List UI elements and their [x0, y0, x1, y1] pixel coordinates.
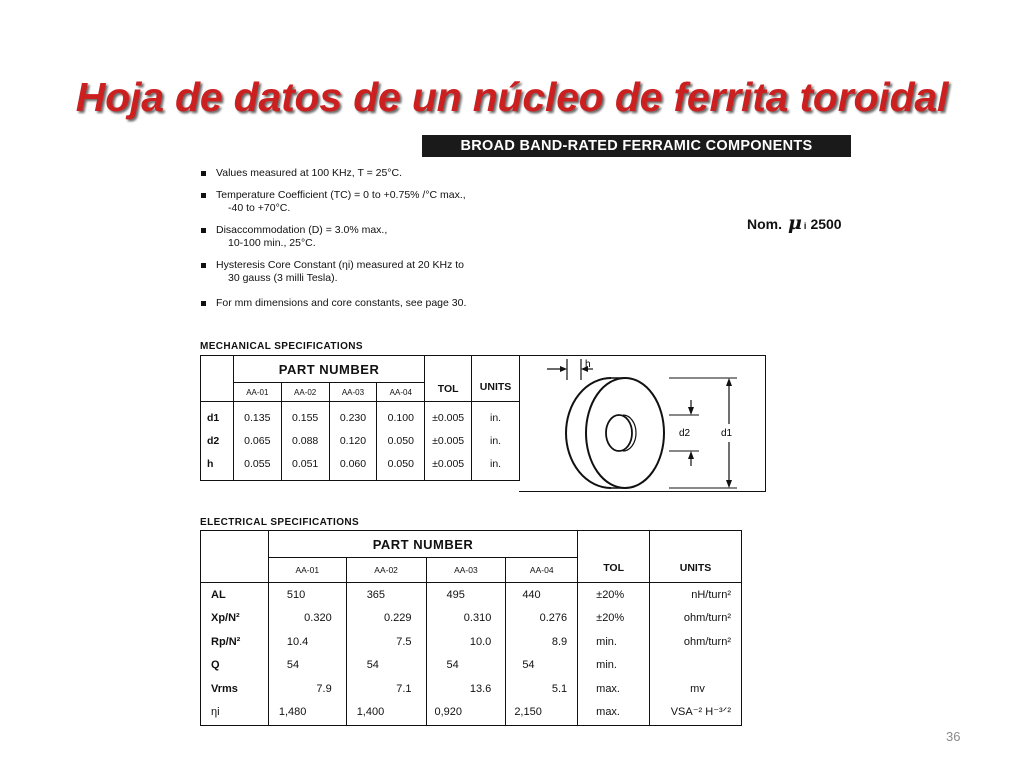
- note-line: Disaccommodation (D) = 3.0% max.,: [216, 224, 388, 236]
- page-number: 36: [946, 729, 961, 744]
- mu-subscript: i: [803, 221, 807, 231]
- table-cell: ohm/turn²: [683, 635, 731, 648]
- table-cell: in.: [489, 411, 502, 424]
- row-label: Q: [211, 659, 220, 671]
- table-cell: 1,400: [356, 706, 385, 718]
- row-label: Vrms: [211, 682, 238, 695]
- table-cell: ±0.005: [432, 457, 465, 470]
- d2-label: d2: [679, 428, 691, 439]
- table-cell: min.: [596, 635, 617, 648]
- row-label: AL: [211, 588, 226, 601]
- part-header: AA-02: [281, 383, 329, 402]
- table-cell: in.: [489, 434, 502, 447]
- table-cell: 510: [286, 588, 306, 601]
- table-cell: ±20%: [596, 588, 625, 601]
- part-header: AA-03: [329, 383, 377, 402]
- nominal-value: 2500: [810, 216, 842, 232]
- table-cell: 0.276: [539, 612, 568, 624]
- row-label: Xp/N²: [211, 612, 240, 624]
- notes-list: [200, 167, 530, 319]
- note-item: [200, 189, 530, 215]
- table-cell: 54: [446, 659, 459, 671]
- d1-label: d1: [721, 428, 733, 439]
- table-cell: 1,480: [278, 706, 307, 718]
- note-item: [200, 259, 530, 285]
- table-cell: mv: [690, 682, 705, 695]
- table-cell: 0.050: [387, 457, 414, 470]
- table-cell: 0.065: [244, 434, 271, 447]
- product-banner: BROAD BAND-RATED FERRAMIC COMPONENTS: [422, 135, 851, 157]
- tol-header: TOL: [425, 356, 472, 402]
- table-cell: 7.9: [316, 682, 332, 695]
- tol-column: [425, 402, 472, 481]
- table-cell: 0.135: [244, 411, 271, 424]
- part-column: [233, 402, 281, 481]
- electrical-table: [200, 530, 742, 726]
- table-cell: 0.155: [291, 411, 319, 424]
- note-item: [200, 224, 530, 250]
- row-labels: [201, 402, 234, 481]
- table-cell: 10.0: [469, 635, 492, 648]
- table-cell: 495: [446, 588, 465, 601]
- row-label: d2: [207, 434, 220, 447]
- table-cell: 0.055: [244, 457, 271, 470]
- part-header: AA-03: [426, 558, 506, 583]
- note-line: Values measured at 100 KHz, T = 25°C.: [216, 167, 403, 179]
- bullet-icon: [201, 301, 206, 306]
- part-number-header: PART NUMBER: [233, 356, 424, 383]
- part-header: AA-04: [377, 383, 425, 402]
- part-column: [377, 402, 425, 481]
- part-header: AA-01: [268, 558, 346, 583]
- note-item: [200, 297, 530, 310]
- table-cell: 7.5: [396, 635, 412, 648]
- table-cell: 7.1: [396, 682, 412, 695]
- table-cell: in.: [489, 457, 502, 470]
- note-item: [200, 167, 530, 180]
- note-line-continued: 10-100 min., 25°C.: [228, 237, 316, 249]
- table-cell: 0.229: [383, 612, 412, 624]
- table-cell: 0.230: [339, 411, 367, 424]
- table-cell: ±0.005: [432, 411, 465, 424]
- bullet-icon: [201, 228, 206, 233]
- table-cell: ohm/turn²: [683, 612, 731, 624]
- nominal-permeability: [747, 212, 842, 234]
- toroid-figure-box: [519, 355, 766, 492]
- bullet-icon: [201, 193, 206, 198]
- row-label: h: [207, 457, 214, 470]
- table-cell: 5.1: [551, 682, 568, 695]
- table-cell: 0.120: [339, 434, 367, 447]
- note-line: Hysteresis Core Constant (ηi) measured at 20 KHz to: [216, 259, 465, 271]
- units-column: [472, 402, 520, 481]
- part-column: [268, 583, 346, 726]
- row-labels: [201, 583, 269, 726]
- units-header: UNITS: [472, 356, 520, 402]
- table-cell: max.: [596, 706, 620, 718]
- mechanical-table: [200, 355, 520, 481]
- table-cell: 0.051: [291, 457, 319, 470]
- note-line: For mm dimensions and core constants, see page 30.: [216, 297, 467, 309]
- part-header: AA-02: [346, 558, 426, 583]
- part-column: [426, 583, 506, 726]
- table-cell: 0.100: [387, 411, 414, 424]
- table-cell: 8.9: [551, 635, 568, 648]
- table-cell: [650, 654, 731, 678]
- table-cell: min.: [596, 659, 617, 671]
- table-cell: 0.088: [291, 434, 319, 447]
- part-column: [506, 583, 578, 726]
- table-corner: [201, 356, 234, 402]
- units-column: [650, 583, 742, 726]
- table-cell: max.: [596, 682, 620, 695]
- row-label: ηi: [211, 706, 220, 718]
- bullet-icon: [201, 263, 206, 268]
- part-column: [281, 402, 329, 481]
- table-cell: 54: [366, 659, 379, 671]
- part-column: [329, 402, 377, 481]
- table-cell: 0.050: [387, 434, 414, 447]
- toroid-core-drawing: [519, 356, 765, 491]
- mechanical-title: MECHANICAL SPECIFICATIONS: [200, 341, 363, 352]
- h-label: h: [585, 359, 591, 370]
- tol-header: TOL: [578, 531, 650, 583]
- part-number-header: PART NUMBER: [268, 531, 577, 558]
- nominal-prefix: Nom.: [747, 216, 782, 232]
- table-cell: VSA⁻² H⁻³ᐟ²: [670, 706, 731, 718]
- note-line: Temperature Coefficient (TC) = 0 to +0.75% /°C max.,: [216, 189, 466, 201]
- mu-symbol: μ: [788, 212, 802, 234]
- table-cell: nH/turn²: [691, 588, 731, 601]
- bullet-icon: [201, 171, 206, 176]
- table-cell: 440: [522, 588, 541, 601]
- part-column: [346, 583, 426, 726]
- table-cell: ±0.005: [432, 434, 465, 447]
- table-cell: 0,920: [434, 706, 463, 718]
- electrical-title: ELECTRICAL SPECIFICATIONS: [200, 517, 360, 528]
- table-cell: 365: [366, 588, 386, 601]
- part-header: AA-01: [233, 383, 281, 402]
- table-cell: 2,150: [514, 706, 542, 718]
- tol-column: [578, 583, 650, 726]
- table-corner: [201, 531, 269, 583]
- note-line-continued: -40 to +70°C.: [228, 202, 291, 214]
- slide-title: Hoja de datos de un núcleo de ferrita toroidal: [75, 74, 949, 120]
- table-cell: 0.320: [304, 612, 332, 624]
- units-header: UNITS: [650, 531, 742, 583]
- row-label: d1: [207, 411, 220, 424]
- table-cell: 54: [522, 659, 535, 671]
- part-header: AA-04: [506, 558, 578, 583]
- table-cell: 10.4: [286, 635, 309, 648]
- row-label: Rp/N²: [211, 635, 241, 648]
- table-cell: 0.060: [339, 457, 367, 470]
- note-line-continued: 30 gauss (3 milli Tesla).: [228, 272, 338, 284]
- table-cell: ±20%: [596, 612, 625, 624]
- table-cell: 54: [286, 659, 300, 671]
- table-cell: 0.310: [463, 612, 492, 624]
- table-cell: 13.6: [469, 682, 492, 695]
